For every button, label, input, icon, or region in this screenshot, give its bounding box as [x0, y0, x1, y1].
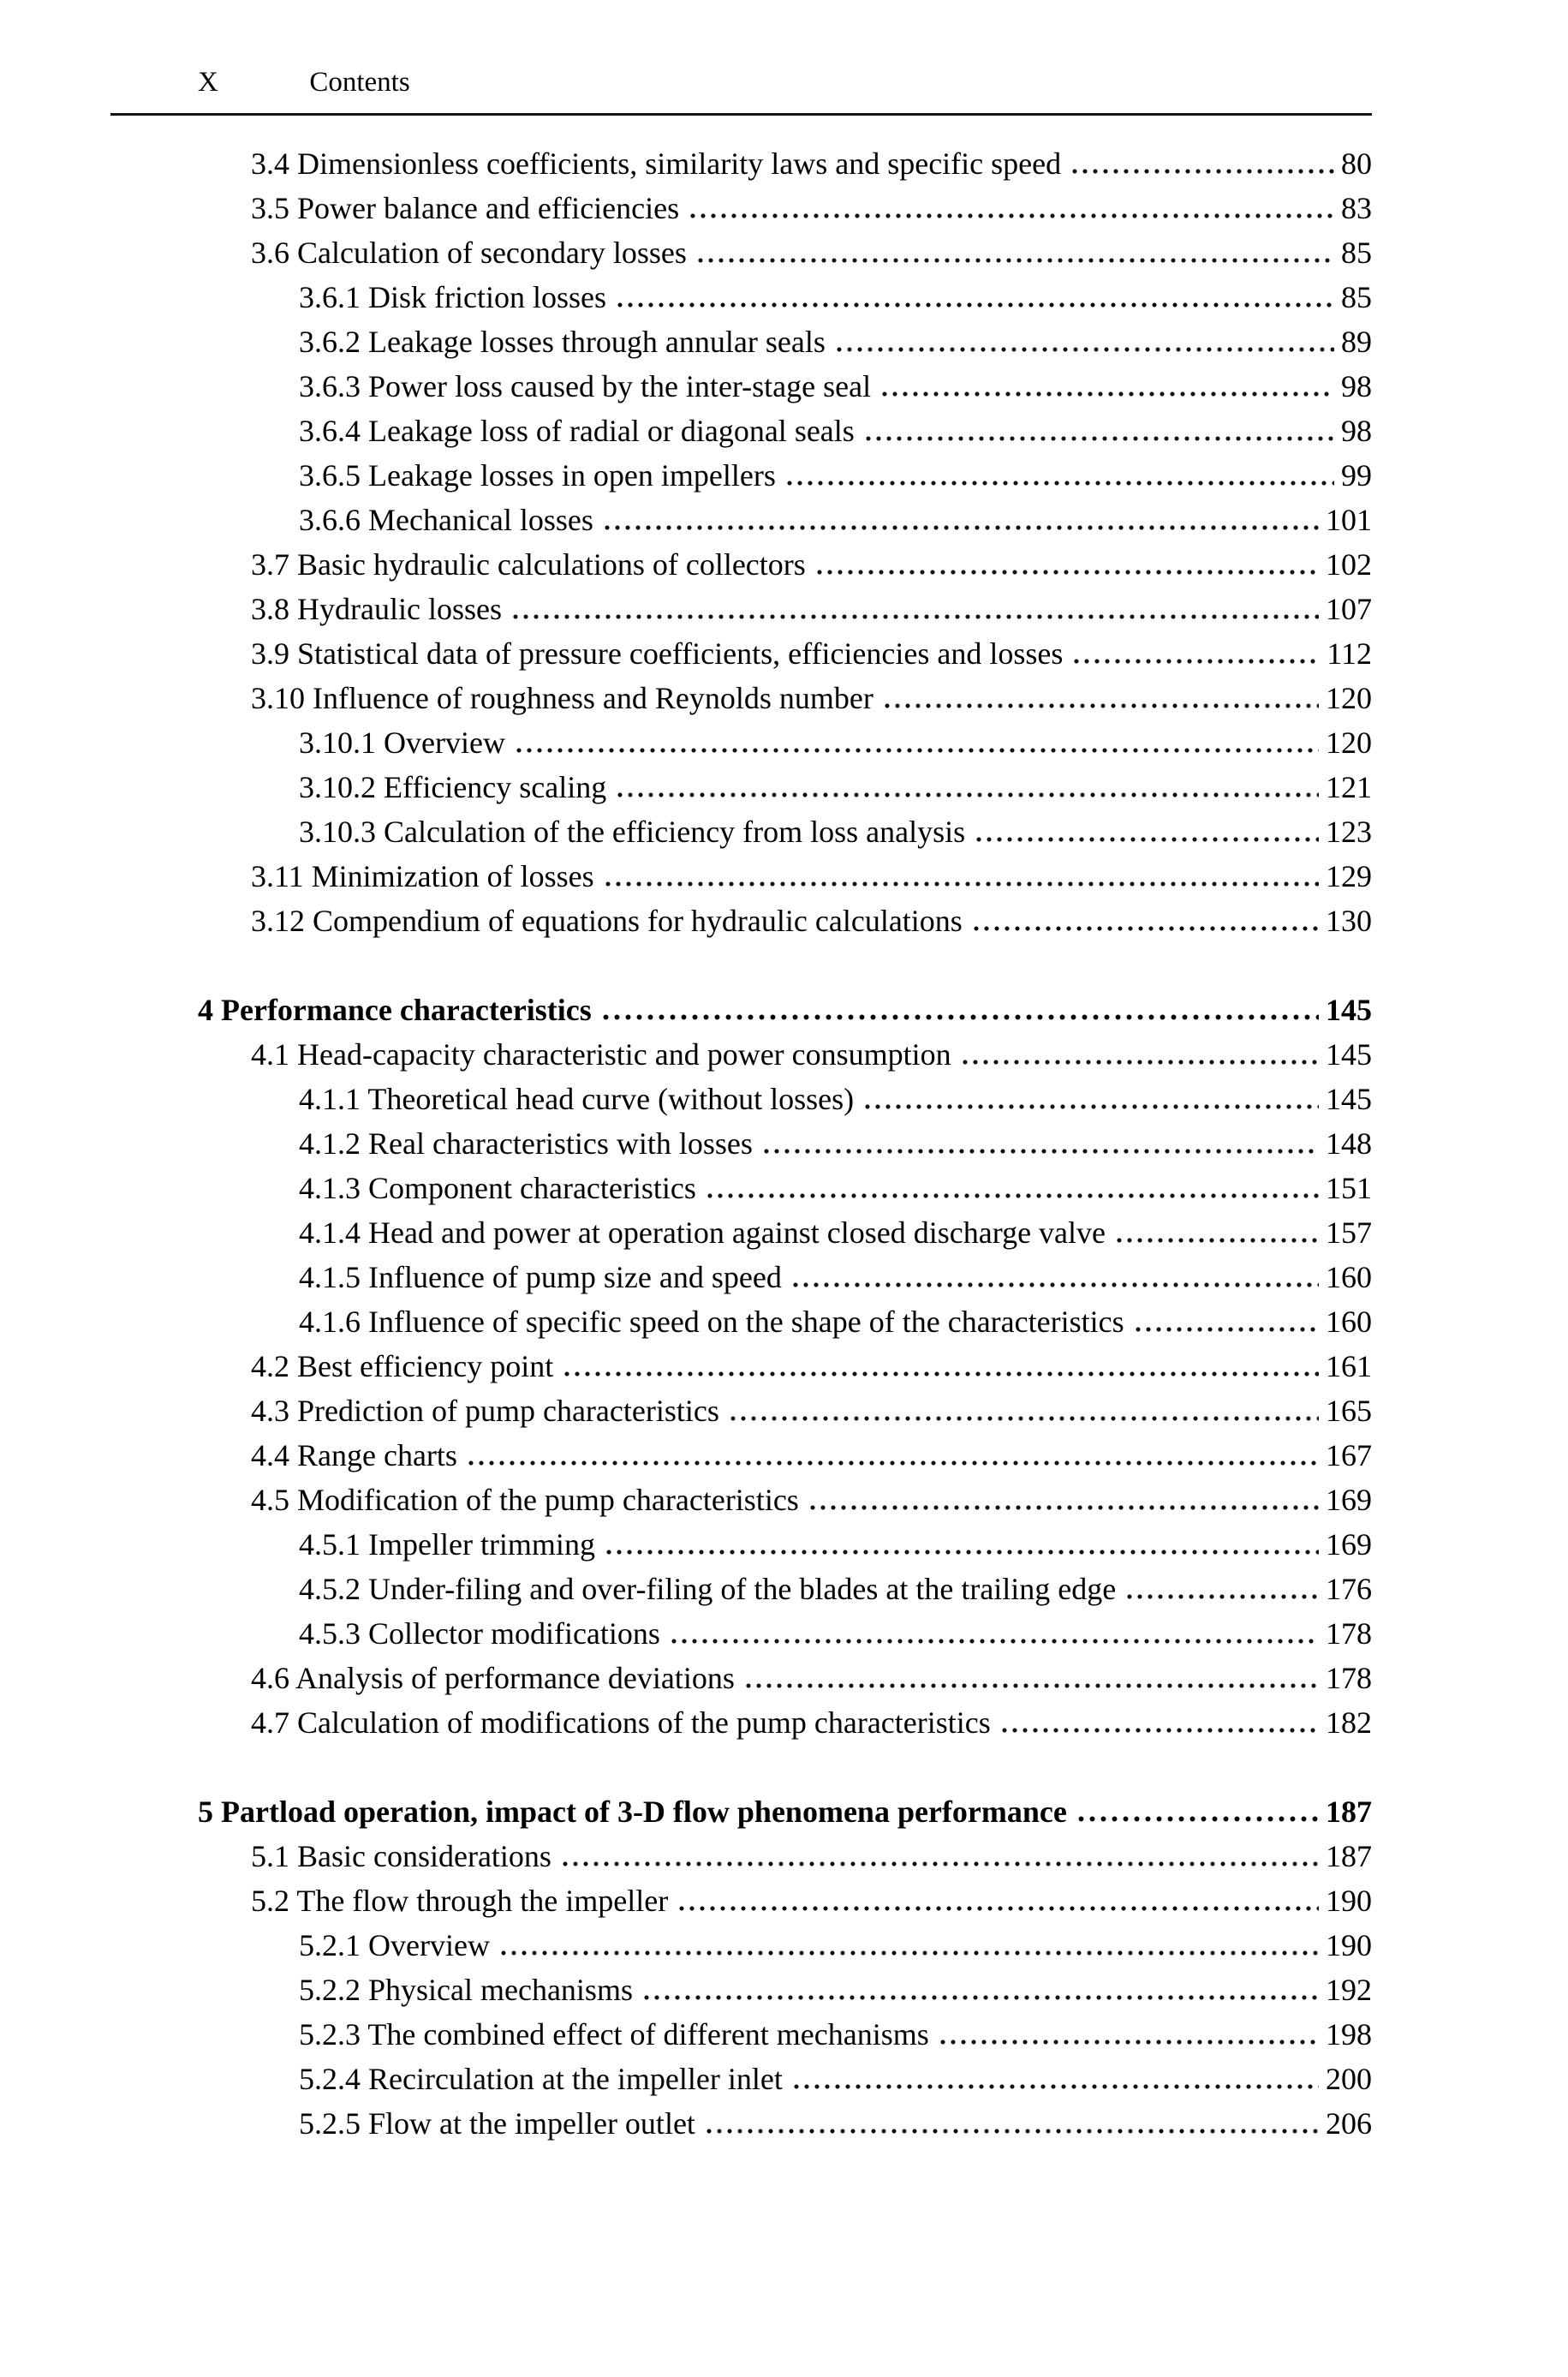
- toc-entry[interactable]: [198, 1567, 1372, 1611]
- toc-entry-text: 4.1.6 Influence of specific speed on the shape of the characteristics: [299, 1305, 1124, 1339]
- dot-leader: [705, 1193, 1319, 1198]
- toc-entry[interactable]: [198, 409, 1372, 453]
- toc-entry[interactable]: [198, 631, 1372, 676]
- toc-entry[interactable]: [198, 2012, 1372, 2057]
- toc-entry[interactable]: [198, 1077, 1372, 1121]
- toc-entry[interactable]: [198, 1478, 1372, 1522]
- toc-entry-page: 120: [1326, 681, 1372, 715]
- toc-entry-page: 182: [1326, 1705, 1372, 1740]
- toc-entry-text: 4.1.4 Head and power at operation against closed discharge valve: [299, 1215, 1106, 1250]
- toc-entry-page: 145: [1326, 1037, 1372, 1072]
- toc-entry-page: 192: [1326, 1973, 1372, 2007]
- dot-leader: [641, 1995, 1319, 2000]
- toc-entry[interactable]: [198, 364, 1372, 409]
- toc-entry-text: 5.2.1 Overview: [299, 1928, 490, 1962]
- dot-leader: [1071, 659, 1320, 664]
- toc-entry-page: 89: [1341, 325, 1372, 359]
- dot-leader: [498, 1950, 1319, 1956]
- toc-entry-text: 3.5 Power balance and efficiencies: [251, 191, 680, 225]
- toc-entry-text: 4.5 Modification of the pump characteristics: [251, 1483, 799, 1517]
- toc-entry[interactable]: [198, 720, 1372, 765]
- toc-entry-page: 145: [1326, 993, 1372, 1027]
- toc-entry[interactable]: [198, 1834, 1372, 1878]
- toc-entry[interactable]: [198, 587, 1372, 631]
- toc-entry[interactable]: [198, 1789, 1372, 1834]
- toc-entry-text: 3.6.6 Mechanical losses: [299, 503, 593, 537]
- toc-entry[interactable]: [198, 1166, 1372, 1210]
- toc-entry[interactable]: [198, 498, 1372, 542]
- dot-leader: [562, 1371, 1319, 1377]
- dot-leader: [791, 2084, 1319, 2089]
- toc-entry-text: 5.2.4 Recirculation at the impeller inlet: [299, 2062, 783, 2096]
- toc-entry-text: 3.12 Compendium of equations for hydraulic calculations: [251, 904, 963, 938]
- toc-entry-page: 200: [1326, 2062, 1372, 2096]
- dot-leader: [1070, 169, 1334, 174]
- toc-entry-text: 5.1 Basic considerations: [251, 1839, 551, 1873]
- toc-entry-text: 3.9 Statistical data of pressure coefficients, efficiencies and losses: [251, 636, 1064, 671]
- toc-entry-text: 4.5.3 Collector modifications: [299, 1616, 660, 1651]
- toc-entry[interactable]: [198, 1299, 1372, 1344]
- toc-entry-page: 80: [1341, 146, 1372, 181]
- toc-entry[interactable]: [198, 765, 1372, 809]
- dot-leader: [882, 703, 1319, 708]
- toc-entry-page: 178: [1326, 1616, 1372, 1651]
- toc-entry-text: 4 Performance characteristics: [198, 993, 592, 1027]
- toc-entry[interactable]: [198, 1968, 1372, 2012]
- toc-entry-page: 169: [1326, 1483, 1372, 1517]
- toc-entry-text: 4.4 Range charts: [251, 1438, 457, 1472]
- toc-entry-text: 4.2 Best efficiency point: [251, 1349, 554, 1383]
- toc-entry-page: 178: [1326, 1661, 1372, 1695]
- toc-entry-page: 145: [1326, 1082, 1372, 1116]
- page-content: [198, 65, 1372, 2146]
- toc-entry-page: 129: [1326, 859, 1372, 893]
- dot-leader: [704, 2129, 1319, 2134]
- dot-leader: [514, 748, 1319, 753]
- toc-entry-page: 130: [1326, 904, 1372, 938]
- toc-entry[interactable]: [198, 1032, 1372, 1077]
- dot-leader: [669, 1639, 1319, 1644]
- toc-entry-page: 123: [1326, 815, 1372, 849]
- toc-entry-text: 4.1.1 Theoretical head curve (without losses): [299, 1082, 855, 1116]
- toc-entry-text: 3.4 Dimensionless coefficients, similarity laws and specific speed: [251, 146, 1062, 181]
- toc-entry[interactable]: [198, 1700, 1372, 1745]
- toc-entry[interactable]: [198, 1522, 1372, 1567]
- toc-entry-text: 3.8 Hydraulic losses: [251, 592, 502, 626]
- toc-entry[interactable]: [198, 676, 1372, 720]
- toc-entry-page: 107: [1326, 592, 1372, 626]
- dot-leader: [466, 1460, 1319, 1466]
- dot-leader: [1133, 1327, 1319, 1332]
- dot-leader: [615, 792, 1319, 797]
- dot-leader: [790, 1282, 1319, 1287]
- toc-entry-text: 5 Partload operation, impact of 3-D flow phenomena performance: [198, 1795, 1067, 1829]
- toc-entry[interactable]: [198, 1389, 1372, 1433]
- toc-entry-text: 4.6 Analysis of performance deviations: [251, 1661, 735, 1695]
- toc-entry[interactable]: [198, 230, 1372, 275]
- toc-entry-text: 3.10 Influence of roughness and Reynolds number: [251, 681, 873, 715]
- dot-leader: [1124, 1594, 1319, 1599]
- toc-entry-page: 165: [1326, 1394, 1372, 1428]
- toc-entry-page: 121: [1326, 770, 1372, 804]
- toc-entry-page: 160: [1326, 1305, 1372, 1339]
- dot-leader: [761, 1149, 1319, 1154]
- toc-entry-text: 3.6 Calculation of secondary losses: [251, 236, 687, 270]
- toc-entry-text: 4.1.5 Influence of pump size and speed: [299, 1260, 782, 1294]
- toc-entry[interactable]: [198, 275, 1372, 320]
- toc-entry-text: 4.3 Prediction of pump characteristics: [251, 1394, 719, 1428]
- dot-leader: [560, 1861, 1319, 1866]
- dot-leader: [510, 614, 1319, 619]
- dot-leader: [863, 436, 1334, 441]
- toc-entry-text: 5.2.5 Flow at the impeller outlet: [299, 2106, 695, 2141]
- dot-leader: [784, 481, 1334, 486]
- toc-entry[interactable]: [198, 141, 1372, 186]
- toc-entry-page: 98: [1341, 414, 1372, 448]
- dot-leader: [728, 1416, 1319, 1421]
- toc-entry-text: 4.1.2 Real characteristics with losses: [299, 1126, 753, 1161]
- dot-leader: [604, 1550, 1319, 1555]
- dot-leader: [814, 570, 1319, 575]
- toc-entry-text: 3.6.2 Leakage losses through annular seals: [299, 325, 826, 359]
- page-number-label: X: [198, 67, 219, 98]
- toc-entry-page: 187: [1326, 1795, 1372, 1829]
- dot-leader: [974, 837, 1319, 842]
- toc-entry-text: 3.6.4 Leakage loss of radial or diagonal seals: [299, 414, 855, 448]
- toc-entry-page: 190: [1326, 1884, 1372, 1918]
- toc-entry[interactable]: [198, 320, 1372, 364]
- toc-entry-page: 148: [1326, 1126, 1372, 1161]
- toc-entry[interactable]: [198, 809, 1372, 854]
- dot-leader: [862, 1104, 1319, 1109]
- toc-entry-text: 3.10.1 Overview: [299, 726, 505, 760]
- toc-entry-page: 112: [1327, 636, 1372, 671]
- toc-entry-text: 4.5.2 Under-filing and over-filing of the blades at the trailing edge: [299, 1572, 1117, 1606]
- toc-entry-text: 3.10.2 Efficiency scaling: [299, 770, 607, 804]
- toc-entry-page: 167: [1326, 1438, 1372, 1472]
- toc-entry-text: 4.5.1 Impeller trimming: [299, 1527, 595, 1562]
- dot-leader: [603, 881, 1319, 887]
- dot-leader: [1114, 1238, 1319, 1243]
- toc-entry[interactable]: [198, 1923, 1372, 1968]
- dot-leader: [1076, 1816, 1319, 1822]
- toc-entry[interactable]: [198, 453, 1372, 498]
- toc-entry[interactable]: [198, 1611, 1372, 1656]
- toc-entry[interactable]: [198, 854, 1372, 899]
- toc-entry-page: 198: [1326, 2017, 1372, 2052]
- toc-entry-text: 5.2.3 The combined effect of different mechanisms: [299, 2017, 929, 2052]
- toc-entry[interactable]: [198, 1656, 1372, 1700]
- toc-entry-page: 160: [1326, 1260, 1372, 1294]
- toc-entry-text: 3.7 Basic hydraulic calculations of collectors: [251, 547, 806, 582]
- toc-entry-text: 4.1.3 Component characteristics: [299, 1171, 696, 1205]
- dot-leader: [834, 347, 1334, 352]
- toc-entry-text: 3.6.5 Leakage losses in open impellers: [299, 458, 776, 493]
- toc-entry[interactable]: [198, 1121, 1372, 1166]
- page-header: [110, 65, 1372, 116]
- dot-leader: [938, 2040, 1319, 2045]
- toc-entry-page: 190: [1326, 1928, 1372, 1962]
- toc-entry-page: 85: [1341, 280, 1372, 314]
- dot-leader: [879, 391, 1334, 397]
- toc-entry[interactable]: [198, 1878, 1372, 1923]
- toc-entry[interactable]: [198, 1210, 1372, 1255]
- dot-leader: [615, 302, 1334, 308]
- toc-entry-page: 176: [1326, 1572, 1372, 1606]
- toc-entry[interactable]: [198, 1255, 1372, 1299]
- dot-leader: [677, 1906, 1319, 1911]
- dot-leader: [602, 525, 1319, 530]
- toc-entry-page: 98: [1341, 369, 1372, 403]
- toc-entry[interactable]: [198, 186, 1372, 230]
- toc-entry[interactable]: [198, 542, 1372, 587]
- dot-leader: [808, 1505, 1319, 1510]
- toc-entry-text: 4.1 Head-capacity characteristic and power consumption: [251, 1037, 951, 1072]
- toc-entry[interactable]: [198, 2101, 1372, 2146]
- toc-entry-page: 120: [1326, 726, 1372, 760]
- toc-entry-text: 3.11 Minimization of losses: [251, 859, 594, 893]
- toc-entry-text: 4.7 Calculation of modifications of the pump characteristics: [251, 1705, 991, 1740]
- toc-entry-page: 206: [1326, 2106, 1372, 2141]
- toc-entry-page: 85: [1341, 236, 1372, 270]
- toc-entry-page: 157: [1326, 1215, 1372, 1250]
- toc-entry-page: 161: [1326, 1349, 1372, 1383]
- toc-entry[interactable]: [198, 1433, 1372, 1478]
- toc-entry-text: 3.6.1 Disk friction losses: [299, 280, 606, 314]
- toc-entry-page: 99: [1341, 458, 1372, 493]
- dot-leader: [743, 1683, 1319, 1688]
- toc-entry[interactable]: [198, 1344, 1372, 1389]
- toc-entry-text: 3.6.3 Power loss caused by the inter-stage seal: [299, 369, 872, 403]
- toc-entry-page: 83: [1341, 191, 1372, 225]
- toc-entry-page: 169: [1326, 1527, 1372, 1562]
- toc-entry-page: 101: [1326, 503, 1372, 537]
- toc-entry[interactable]: [198, 988, 1372, 1032]
- dot-leader: [999, 1728, 1319, 1733]
- toc-entry-page: 102: [1326, 547, 1372, 582]
- toc-entry-page: 151: [1326, 1171, 1372, 1205]
- toc-entry[interactable]: [198, 2057, 1372, 2101]
- dot-leader: [688, 213, 1334, 218]
- dot-leader: [600, 1014, 1319, 1020]
- dot-leader: [960, 1060, 1319, 1065]
- dot-leader: [971, 926, 1319, 931]
- dot-leader: [695, 258, 1334, 263]
- toc-entry-page: 187: [1326, 1839, 1372, 1873]
- header-title: Contents: [309, 67, 410, 98]
- toc-entry-text: 5.2.2 Physical mechanisms: [299, 1973, 633, 2007]
- toc-entry-text: 5.2 The flow through the impeller: [251, 1884, 669, 1918]
- toc-entry[interactable]: [198, 899, 1372, 943]
- toc-list: [198, 141, 1372, 2146]
- toc-entry-text: 3.10.3 Calculation of the efficiency from loss analysis: [299, 815, 966, 849]
